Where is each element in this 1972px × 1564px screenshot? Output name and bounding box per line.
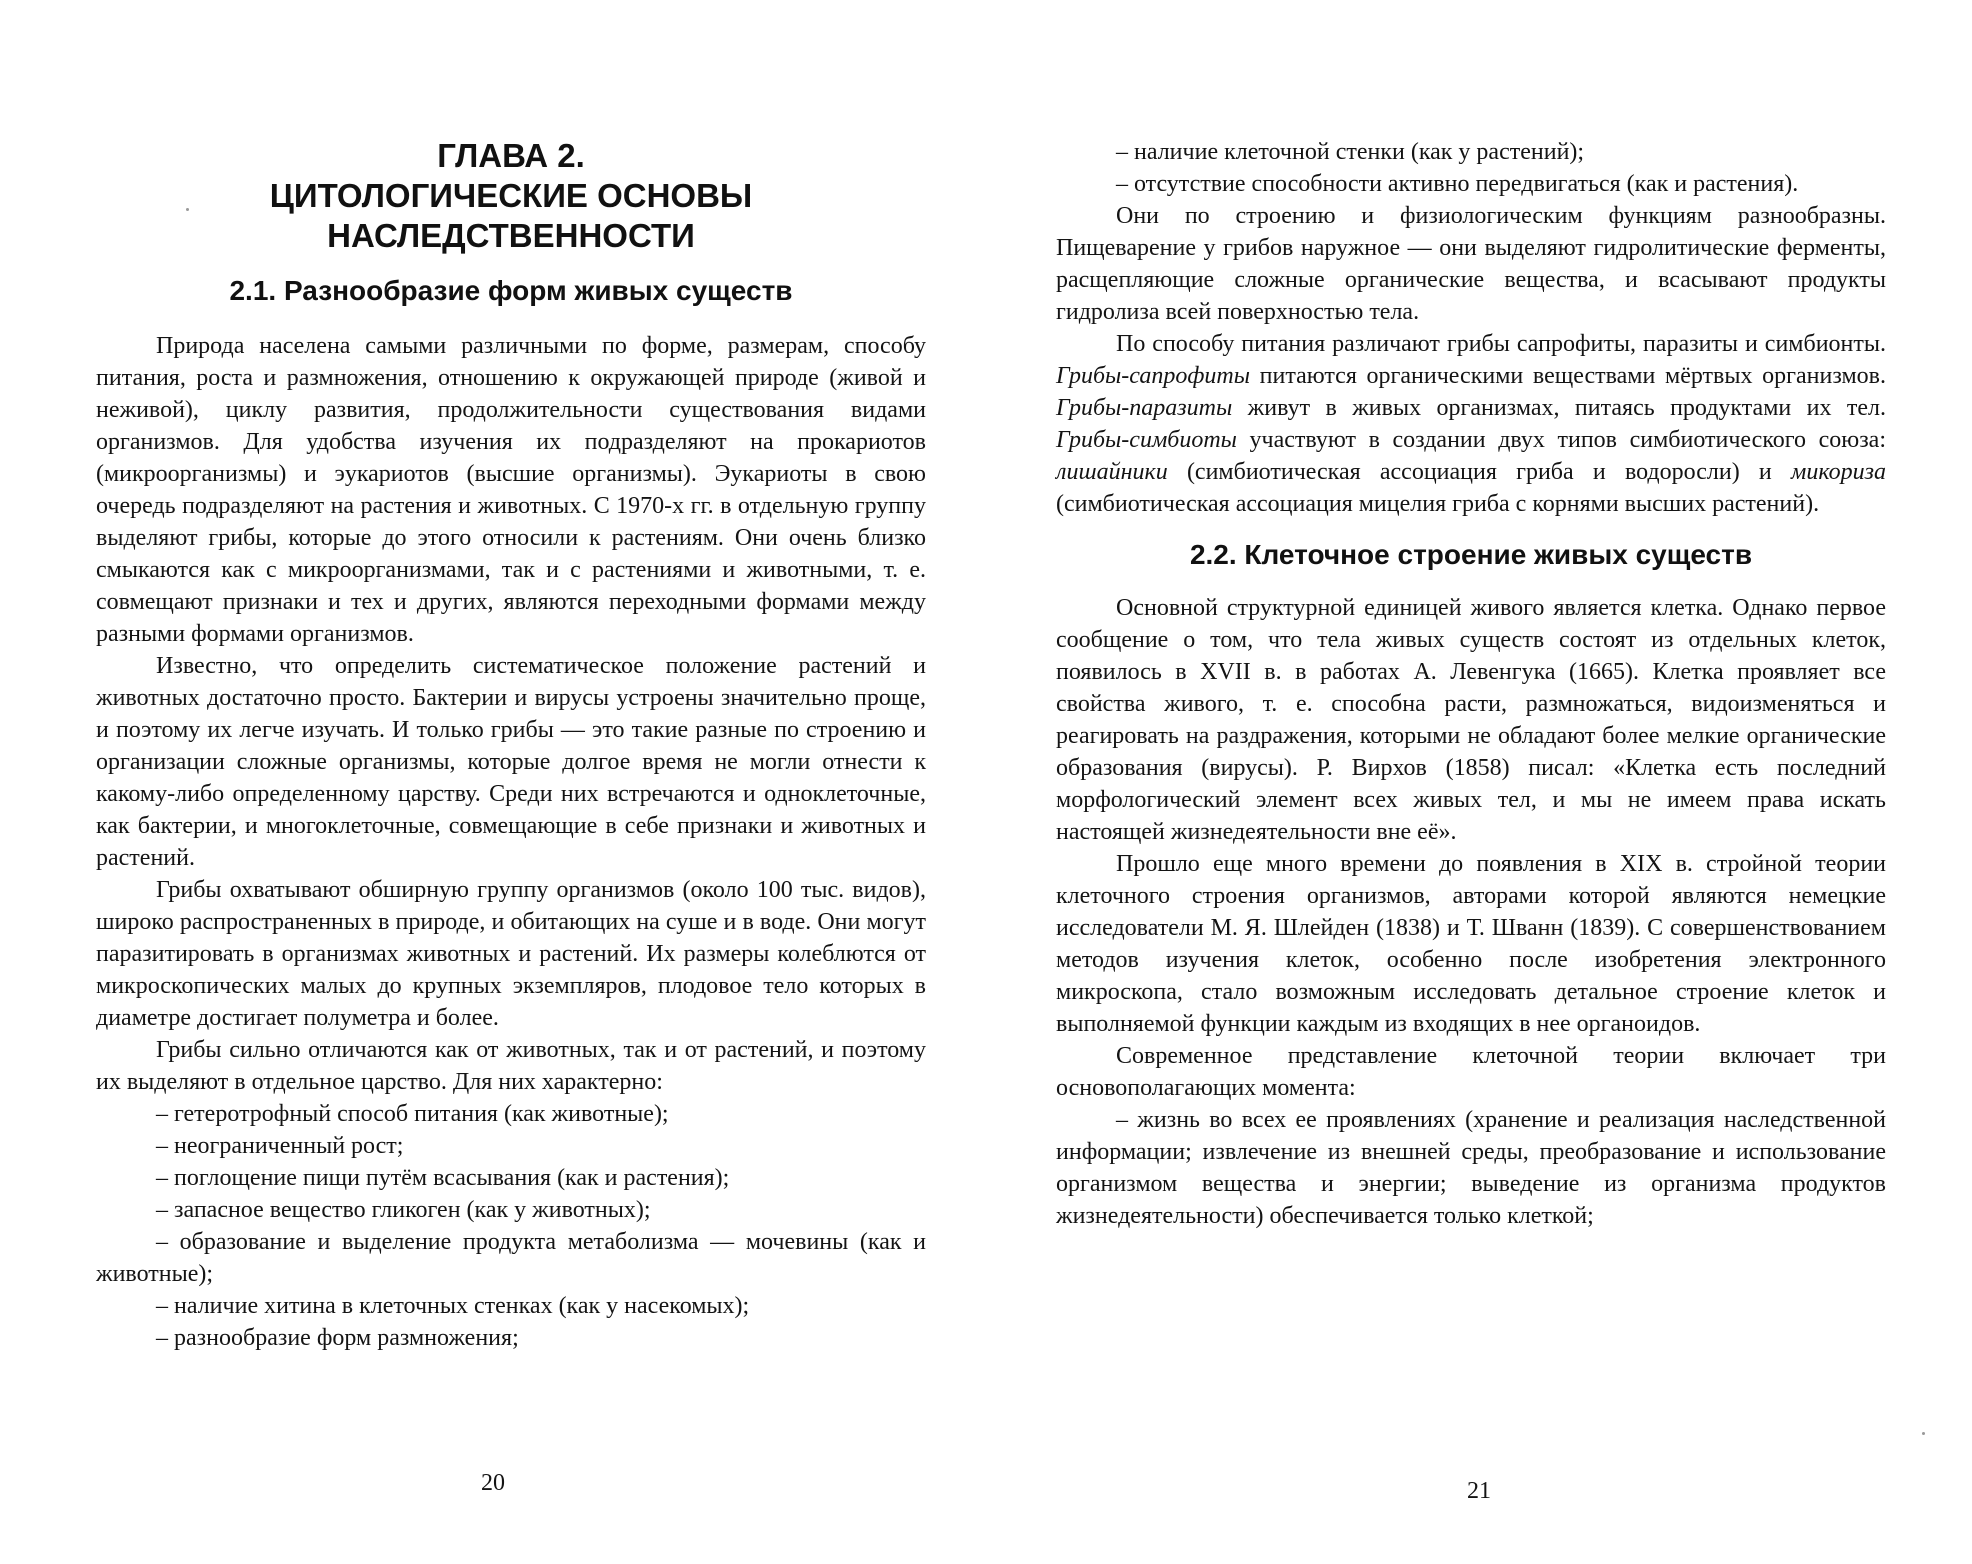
paragraph: Грибы сильно отличаются как от животных, так и от растений, и поэтому их выделяют в отдельное царство. Для них характерно:: [96, 1037, 926, 1095]
list-item: – поглощение пищи путём всасывания (как и растения);: [156, 1165, 730, 1191]
list-item: – жизнь во всех ее проявлениях (хранение и реализация наследственной информации; извлечение из внешней среды, преобразование и использование организмом вещества и энергии; выведение из организма продуктов жизнедеятельности) обеспечивается только клеткой;: [1056, 1107, 1886, 1229]
paragraph: Природа населена самыми различными по форме, размерам, способу питания, роста и размножения, отношению к окружающей природе (живой и неживой), циклу развития, продолжительности существования видами организмов. Для удобства изучения их подразделяют на прокариотов (микроорганизмы) и эукариотов (высшие организмы). Эукариоты в свою очередь подразделяют на растения и животных. С 1970-х гг. в отдельную группу выделяют грибы, которые до этого относили к растениям. Они очень близко смыкаются как с микроорганизмами, так и с растениями и животными, т. е. совмещают признаки и тех и других, являются переходными формами между разными формами организмов.: [96, 333, 926, 647]
paragraph: Известно, что определить систематическое положение растений и животных достаточно просто. Бактерии и вирусы устроены значительно проще, и поэтому их легче изучать. И только грибы — это такие разные по строению и организации сложные организмы, которые долгое время не могли отнести к какому-либо определенному царству. Среди них встречаются и одноклеточные, как бактерии, и многоклеточные, совмещающие в себе признаки и животных и растений.: [96, 653, 926, 871]
page-number-left: 20: [481, 1470, 505, 1496]
chapter-title: [96, 136, 926, 256]
term-parasites: Грибы-паразиты: [1056, 395, 1233, 421]
list-item: – образование и выделение продукта метаболизма — мочевины (как и животные);: [96, 1229, 926, 1287]
list-item: – наличие клеточной стенки (как у растений);: [1116, 139, 1585, 165]
paragraph: Грибы охватывают обширную группу организмов (около 100 тыс. видов), широко распространенных в природе, и обитающих на суше и в воде. Они могут паразитировать в организмах животных и растений. Их размеры колеблются от микроскопических малых до крупных экземпляров, плодовое тело которых в диаметре достигает полуметра и более.: [96, 877, 926, 1031]
right-text-column: [1056, 136, 1886, 1232]
chapter-title-line-3: НАСЛЕДСТВЕННОСТИ: [327, 217, 695, 254]
section-heading-2-2: 2.2. Клеточное строение живых существ: [1189, 539, 1753, 570]
right-page: [986, 0, 1972, 1564]
paragraph: Прошло еще много времени до появления в XIX в. стройной теории клеточного строения организмов, авторами которой являются немецкие исследователи М. Я. Шлейден (1838) и Т. Шванн (1839). С совершенствованием методов изучения клеток, особенно после изобретения электронного микроскопа, стало возможным исследовать детальное строение клеток и выполняемой функции каждым из входящих в нее органоидов.: [1056, 851, 1886, 1037]
list-item: – разнообразие форм размножения;: [156, 1325, 519, 1351]
list-item: – неограниченный рост;: [156, 1133, 404, 1159]
left-text-column: [96, 136, 926, 1354]
term-saprophytes: Грибы-сапрофиты: [1056, 363, 1250, 389]
list-item: – отсутствие способности активно передвигаться (как и растения).: [1116, 171, 1799, 197]
scan-speck: [1922, 1432, 1925, 1435]
list-item: – гетеротрофный способ питания (как животные);: [156, 1101, 669, 1127]
paragraph-fungi-types: По способу питания различают грибы сапрофиты, паразиты и симбионты. Грибы-сапрофиты питаются органическими веществами мёртвых организмов. Грибы-паразиты живут в живых организмах, питаясь продуктами их тел. Грибы-симбиоты участвуют в создании двух типов симбиотического союза: лишайники (симбиотическая ассоциация гриба и водоросли) и микориза (симбиотическая ассоциация мицелия гриба с корнями высших растений).: [1056, 331, 1886, 517]
term-mycorrhiza: микориза: [1791, 459, 1886, 485]
scan-speck: [186, 208, 189, 211]
paragraph: Современное представление клеточной теории включает три основополагающих момента:: [1056, 1043, 1886, 1101]
paragraph: Они по строению и физиологическим функциям разнообразны. Пищеварение у грибов наружное — они выделяют гидролитические ферменты, расщепляющие сложные органические вещества, и всасывают продукты гидролиза всей поверхностью тела.: [1056, 203, 1886, 325]
list-item: – наличие хитина в клеточных стенках (как у насекомых);: [156, 1293, 750, 1319]
section-heading-2-1: 2.1. Разнообразие форм живых существ: [229, 275, 793, 306]
page-number-right: 21: [1467, 1478, 1491, 1504]
term-symbionts: Грибы-симбиоты: [1056, 427, 1237, 453]
paragraph: Основной структурной единицей живого является клетка. Однако первое сообщение о том, что тела живых существ состоят из отдельных клеток, появилось в XVII в. в работах А. Левенгука (1665). Клетка проявляет все свойства живого, т. е. способна расти, размножаться, видоизменяться и реагировать на раздражения, которыми не обладают более мелкие органические образования (вирусы). Р. Вирхов (1858) писал: «Клетка есть последний морфологический элемент всех живых тел, и мы не имеем права искать настоящей жизнедеятельности вне её».: [1056, 595, 1886, 845]
list-item: – запасное вещество гликоген (как у животных);: [156, 1197, 651, 1223]
term-lichens: лишайники: [1056, 459, 1168, 485]
chapter-title-line-1: ГЛАВА 2.: [437, 137, 585, 174]
chapter-title-line-2: ЦИТОЛОГИЧЕСКИЕ ОСНОВЫ: [269, 177, 753, 214]
